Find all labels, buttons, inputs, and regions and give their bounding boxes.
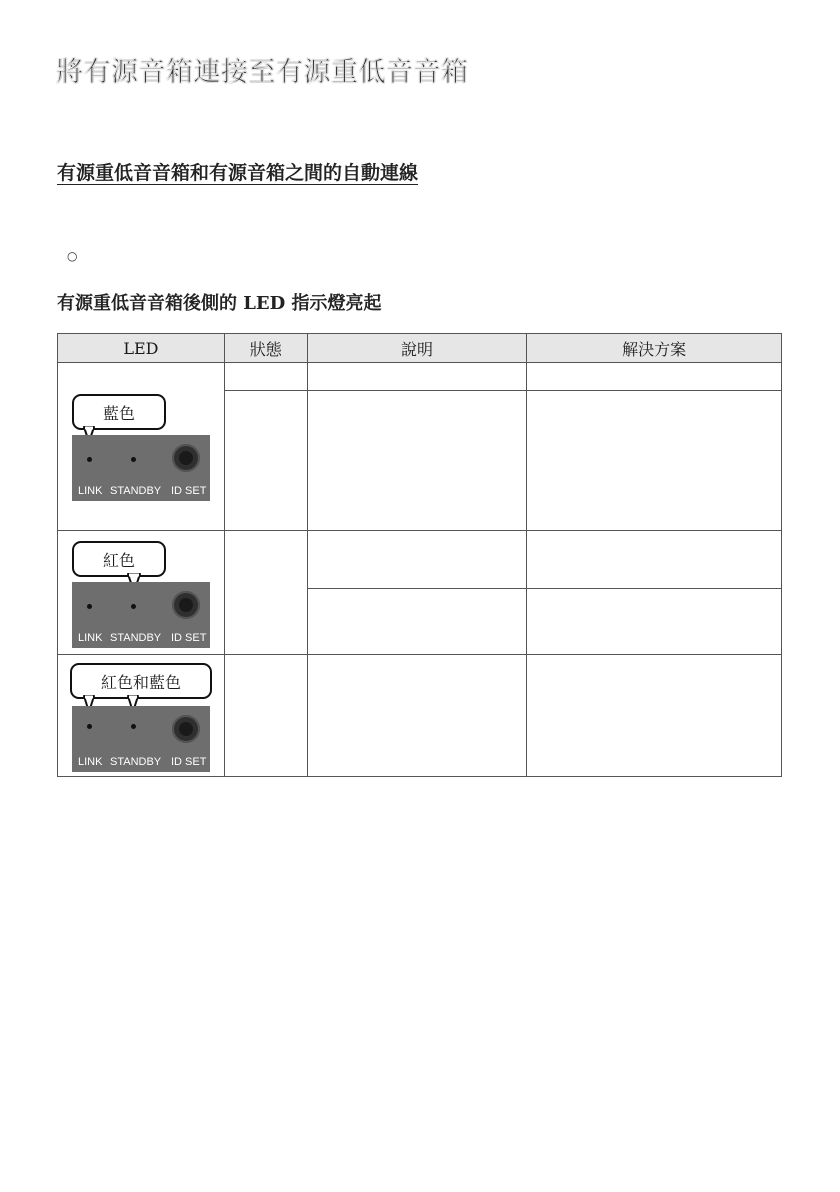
header-solution: 解決方案 — [527, 334, 782, 363]
panel-label-standby: STANDBY — [110, 756, 162, 768]
link-led-dot — [87, 724, 92, 729]
page-title: 將有源音箱連接至有源重低音音箱 — [56, 57, 469, 88]
solution-cell — [527, 531, 782, 589]
link-led-dot — [87, 604, 92, 609]
heading-text-post: 指示燈亮起 — [285, 293, 382, 314]
standby-led-dot — [131, 724, 136, 729]
led-status-table — [57, 333, 782, 777]
table-row — [58, 531, 782, 589]
table-row — [58, 655, 782, 777]
solution-cell — [527, 363, 782, 391]
id-set-button-icon — [172, 715, 200, 743]
led-cell-red-and-blue — [58, 655, 225, 777]
panel-label-id-set: ID SET — [171, 632, 207, 644]
panel-label-standby: STANDBY — [110, 485, 162, 497]
bullet-marker: ○ — [67, 249, 78, 263]
led-color-bubble — [72, 394, 166, 430]
solution-cell — [527, 655, 782, 777]
table-header-row — [58, 334, 782, 363]
table-row — [58, 363, 782, 391]
description-cell — [307, 531, 527, 589]
link-led-dot — [87, 457, 92, 462]
panel-label-id-set: ID SET — [171, 485, 207, 497]
description-cell — [307, 363, 527, 391]
header-status: 狀態 — [224, 334, 307, 363]
led-cell-blue — [58, 363, 225, 531]
solution-cell — [527, 589, 782, 655]
heading-text-pre: 有源重低音音箱後側的 — [57, 293, 244, 314]
status-cell — [224, 655, 307, 777]
panel-label-standby: STANDBY — [110, 632, 162, 644]
description-cell — [307, 655, 527, 777]
led-section-heading — [57, 289, 382, 315]
led-color-bubble — [70, 663, 212, 699]
led-color-bubble — [72, 541, 166, 577]
description-cell — [307, 589, 527, 655]
panel-label-id-set: ID SET — [171, 756, 207, 768]
led-cell-red — [58, 531, 225, 655]
description-cell — [307, 391, 527, 531]
panel-label-link: LINK — [78, 485, 103, 497]
status-cell — [224, 391, 307, 531]
header-led: LED — [58, 334, 225, 363]
heading-led-word: LED — [243, 293, 286, 314]
standby-led-dot — [131, 604, 136, 609]
led-panel — [72, 435, 210, 501]
led-panel — [72, 706, 210, 772]
bubble-label: 紅色和藍色 — [100, 672, 181, 692]
led-panel — [72, 582, 210, 648]
standby-led-dot — [131, 457, 136, 462]
status-cell — [224, 531, 307, 655]
solution-cell — [527, 391, 782, 531]
id-set-button-icon — [172, 591, 200, 619]
header-description: 說明 — [307, 334, 527, 363]
bubble-label: 紅色 — [102, 550, 135, 570]
status-cell — [224, 363, 307, 391]
bubble-label: 藍色 — [102, 403, 135, 423]
section-subtitle: 有源重低音音箱和有源音箱之間的自動連線 — [57, 162, 419, 184]
panel-label-link: LINK — [78, 632, 103, 644]
id-set-button-icon — [172, 444, 200, 472]
panel-label-link: LINK — [78, 756, 103, 768]
